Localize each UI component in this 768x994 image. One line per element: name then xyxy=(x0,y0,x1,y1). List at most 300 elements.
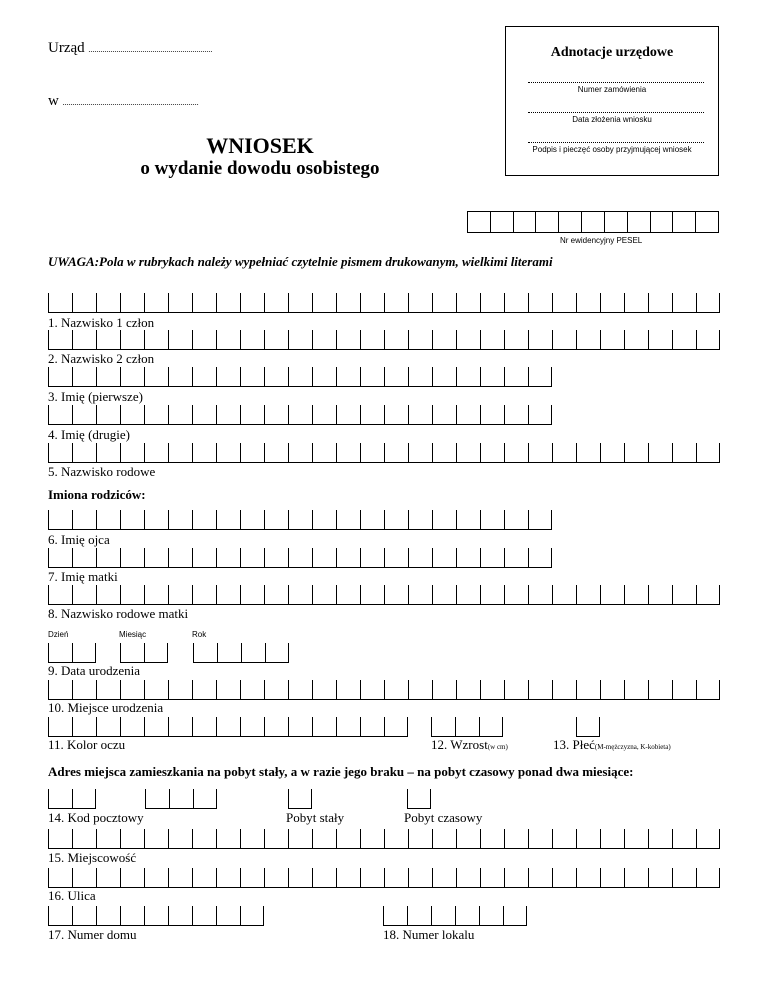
temporary-residence-checkbox[interactable] xyxy=(407,789,431,809)
grid-cell[interactable] xyxy=(455,717,480,737)
grid-cell[interactable] xyxy=(168,680,193,700)
grid-cell[interactable] xyxy=(168,585,193,605)
grid-cell[interactable] xyxy=(384,717,409,737)
grid-cell[interactable] xyxy=(216,906,241,926)
grid-cell[interactable] xyxy=(480,330,505,350)
submission-date-line[interactable] xyxy=(528,112,704,113)
grid-cell[interactable] xyxy=(456,330,481,350)
grid-cell[interactable] xyxy=(576,443,601,463)
grid-cell[interactable] xyxy=(456,868,481,888)
grid-cell[interactable] xyxy=(312,717,337,737)
grid-cell[interactable] xyxy=(72,585,97,605)
grid-cell[interactable] xyxy=(624,330,649,350)
grid-cell[interactable] xyxy=(145,789,170,809)
grid-cell[interactable] xyxy=(264,868,289,888)
grid-cell[interactable] xyxy=(624,868,649,888)
grid-cell[interactable] xyxy=(432,868,457,888)
grid-cell[interactable] xyxy=(120,510,145,530)
grid-cell[interactable] xyxy=(360,717,385,737)
grid-cell[interactable] xyxy=(168,330,193,350)
grid-cell[interactable] xyxy=(576,680,601,700)
grid-cell[interactable] xyxy=(48,868,73,888)
grid-cell[interactable] xyxy=(216,405,241,425)
grid-cell[interactable] xyxy=(672,680,697,700)
grid-cell[interactable] xyxy=(384,548,409,568)
grid-cell[interactable] xyxy=(264,443,289,463)
grid-cell[interactable] xyxy=(72,330,97,350)
grid-cell[interactable] xyxy=(576,585,601,605)
birth-month-input[interactable] xyxy=(120,643,168,663)
grid-cell[interactable] xyxy=(696,829,721,849)
grid-cell[interactable] xyxy=(168,717,193,737)
grid-cell[interactable] xyxy=(72,405,97,425)
eye-color-input[interactable] xyxy=(48,717,408,737)
grid-cell[interactable] xyxy=(336,717,361,737)
grid-cell[interactable] xyxy=(72,789,97,809)
grid-cell[interactable] xyxy=(408,443,433,463)
grid-cell[interactable] xyxy=(72,367,97,387)
grid-cell[interactable] xyxy=(504,330,529,350)
grid-cell[interactable] xyxy=(48,789,73,809)
grid-cell[interactable] xyxy=(144,367,169,387)
grid-cell[interactable] xyxy=(264,405,289,425)
grid-cell[interactable] xyxy=(72,906,97,926)
grid-cell[interactable] xyxy=(192,717,217,737)
grid-cell[interactable] xyxy=(169,789,194,809)
grid-cell[interactable] xyxy=(648,293,673,313)
grid-cell[interactable] xyxy=(456,585,481,605)
grid-cell[interactable] xyxy=(672,829,697,849)
grid-cell[interactable] xyxy=(264,548,289,568)
grid-cell[interactable] xyxy=(193,789,218,809)
grid-cell[interactable] xyxy=(48,510,73,530)
grid-cell[interactable] xyxy=(384,293,409,313)
grid-cell[interactable] xyxy=(600,293,625,313)
grid-cell[interactable] xyxy=(455,906,480,926)
grid-cell[interactable] xyxy=(240,717,265,737)
grid-cell[interactable] xyxy=(120,868,145,888)
grid-cell[interactable] xyxy=(696,330,721,350)
grid-cell[interactable] xyxy=(383,906,408,926)
grid-cell[interactable] xyxy=(480,680,505,700)
grid-cell[interactable] xyxy=(528,330,553,350)
grid-cell[interactable] xyxy=(648,868,673,888)
grid-cell[interactable] xyxy=(360,829,385,849)
grid-cell[interactable] xyxy=(216,717,241,737)
grid-cell[interactable] xyxy=(432,443,457,463)
grid-cell[interactable] xyxy=(96,405,121,425)
grid-cell[interactable] xyxy=(528,585,553,605)
postal-code-part1-input[interactable] xyxy=(48,789,96,809)
grid-cell[interactable] xyxy=(168,906,193,926)
grid-cell[interactable] xyxy=(408,548,433,568)
grid-cell[interactable] xyxy=(432,293,457,313)
grid-cell[interactable] xyxy=(600,330,625,350)
grid-cell[interactable] xyxy=(192,330,217,350)
grid-cell[interactable] xyxy=(528,548,553,568)
grid-cell[interactable] xyxy=(336,330,361,350)
grid-cell[interactable] xyxy=(48,829,73,849)
grid-cell[interactable] xyxy=(144,510,169,530)
grid-cell[interactable] xyxy=(336,443,361,463)
grid-cell[interactable] xyxy=(456,510,481,530)
grid-cell[interactable] xyxy=(408,680,433,700)
grid-cell[interactable] xyxy=(192,585,217,605)
grid-cell[interactable] xyxy=(264,330,289,350)
grid-cell[interactable] xyxy=(312,829,337,849)
grid-cell[interactable] xyxy=(217,643,242,663)
grid-cell[interactable] xyxy=(360,330,385,350)
grid-cell[interactable] xyxy=(265,643,290,663)
grid-cell[interactable] xyxy=(408,405,433,425)
mother-birth-surname-input[interactable] xyxy=(48,585,720,605)
grid-cell[interactable] xyxy=(504,829,529,849)
grid-cell[interactable] xyxy=(264,585,289,605)
grid-cell[interactable] xyxy=(480,510,505,530)
grid-cell[interactable] xyxy=(504,443,529,463)
grid-cell[interactable] xyxy=(216,868,241,888)
first-name-input[interactable] xyxy=(48,367,552,387)
height-input[interactable] xyxy=(431,717,503,737)
grid-cell[interactable] xyxy=(528,405,553,425)
grid-cell[interactable] xyxy=(192,367,217,387)
grid-cell[interactable] xyxy=(96,548,121,568)
grid-cell[interactable] xyxy=(504,367,529,387)
grid-cell[interactable] xyxy=(192,829,217,849)
grid-cell[interactable] xyxy=(552,330,577,350)
surname1-input[interactable] xyxy=(48,293,720,313)
grid-cell[interactable] xyxy=(144,643,169,663)
grid-cell[interactable] xyxy=(336,367,361,387)
grid-cell[interactable] xyxy=(216,443,241,463)
grid-cell[interactable] xyxy=(120,367,145,387)
grid-cell[interactable] xyxy=(552,443,577,463)
grid-cell[interactable] xyxy=(144,330,169,350)
grid-cell[interactable] xyxy=(360,367,385,387)
grid-cell[interactable] xyxy=(72,510,97,530)
grid-cell[interactable] xyxy=(144,829,169,849)
grid-cell[interactable] xyxy=(288,829,313,849)
grid-cell[interactable] xyxy=(360,585,385,605)
grid-cell[interactable] xyxy=(672,868,697,888)
grid-cell[interactable] xyxy=(288,405,313,425)
grid-cell[interactable] xyxy=(528,680,553,700)
grid-cell[interactable] xyxy=(456,367,481,387)
grid-cell[interactable] xyxy=(336,868,361,888)
grid-cell[interactable] xyxy=(48,548,73,568)
grid-cell[interactable] xyxy=(456,293,481,313)
grid-cell[interactable] xyxy=(479,906,504,926)
grid-cell[interactable] xyxy=(72,680,97,700)
grid-cell[interactable] xyxy=(528,443,553,463)
grid-cell[interactable] xyxy=(144,293,169,313)
grid-cell[interactable] xyxy=(504,868,529,888)
grid-cell[interactable] xyxy=(264,293,289,313)
grid-cell[interactable] xyxy=(240,868,265,888)
grid-cell[interactable] xyxy=(696,680,721,700)
grid-cell[interactable] xyxy=(312,330,337,350)
grid-cell[interactable] xyxy=(288,680,313,700)
grid-cell[interactable] xyxy=(528,868,553,888)
grid-cell[interactable] xyxy=(264,367,289,387)
grid-cell[interactable] xyxy=(192,443,217,463)
grid-cell[interactable] xyxy=(407,789,432,809)
grid-cell[interactable] xyxy=(336,510,361,530)
grid-cell[interactable] xyxy=(528,829,553,849)
grid-cell[interactable] xyxy=(528,367,553,387)
grid-cell[interactable] xyxy=(288,443,313,463)
grid-cell[interactable] xyxy=(120,443,145,463)
grid-cell[interactable] xyxy=(384,680,409,700)
grid-cell[interactable] xyxy=(192,293,217,313)
grid-cell[interactable] xyxy=(336,405,361,425)
order-number-line[interactable] xyxy=(528,82,704,83)
birth-place-input[interactable] xyxy=(48,680,720,700)
grid-cell[interactable] xyxy=(240,829,265,849)
grid-cell[interactable] xyxy=(288,717,313,737)
grid-cell[interactable] xyxy=(503,906,528,926)
grid-cell[interactable] xyxy=(456,680,481,700)
grid-cell[interactable] xyxy=(480,585,505,605)
grid-cell[interactable] xyxy=(120,330,145,350)
grid-cell[interactable] xyxy=(648,443,673,463)
grid-cell[interactable] xyxy=(168,367,193,387)
grid-cell[interactable] xyxy=(96,510,121,530)
grid-cell[interactable] xyxy=(120,643,145,663)
grid-cell[interactable] xyxy=(72,829,97,849)
grid-cell[interactable] xyxy=(288,510,313,530)
grid-cell[interactable] xyxy=(384,510,409,530)
grid-cell[interactable] xyxy=(48,367,73,387)
grid-cell[interactable] xyxy=(528,293,553,313)
grid-cell[interactable] xyxy=(144,405,169,425)
grid-cell[interactable] xyxy=(576,829,601,849)
grid-cell[interactable] xyxy=(192,405,217,425)
grid-cell[interactable] xyxy=(240,585,265,605)
grid-cell[interactable] xyxy=(240,367,265,387)
grid-cell[interactable] xyxy=(72,293,97,313)
grid-cell[interactable] xyxy=(552,680,577,700)
grid-cell[interactable] xyxy=(384,405,409,425)
grid-cell[interactable] xyxy=(312,293,337,313)
grid-cell[interactable] xyxy=(192,906,217,926)
grid-cell[interactable] xyxy=(144,906,169,926)
grid-cell[interactable] xyxy=(432,548,457,568)
grid-cell[interactable] xyxy=(288,585,313,605)
grid-cell[interactable] xyxy=(96,330,121,350)
grid-cell[interactable] xyxy=(648,330,673,350)
grid-cell[interactable] xyxy=(240,405,265,425)
grid-cell[interactable] xyxy=(480,829,505,849)
city-input[interactable] xyxy=(48,829,720,849)
grid-cell[interactable] xyxy=(120,405,145,425)
grid-cell[interactable] xyxy=(552,585,577,605)
grid-cell[interactable] xyxy=(96,443,121,463)
grid-cell[interactable] xyxy=(480,548,505,568)
grid-cell[interactable] xyxy=(193,643,218,663)
grid-cell[interactable] xyxy=(432,585,457,605)
grid-cell[interactable] xyxy=(241,643,266,663)
grid-cell[interactable] xyxy=(624,443,649,463)
grid-cell[interactable] xyxy=(48,717,73,737)
grid-cell[interactable] xyxy=(168,829,193,849)
grid-cell[interactable] xyxy=(96,680,121,700)
grid-cell[interactable] xyxy=(408,293,433,313)
grid-cell[interactable] xyxy=(504,548,529,568)
grid-cell[interactable] xyxy=(312,443,337,463)
grid-cell[interactable] xyxy=(120,585,145,605)
grid-cell[interactable] xyxy=(48,293,73,313)
grid-cell[interactable] xyxy=(672,293,697,313)
grid-cell[interactable] xyxy=(624,293,649,313)
grid-cell[interactable] xyxy=(384,868,409,888)
grid-cell[interactable] xyxy=(240,906,265,926)
grid-cell[interactable] xyxy=(96,717,121,737)
grid-cell[interactable] xyxy=(408,510,433,530)
grid-cell[interactable] xyxy=(48,906,73,926)
grid-cell[interactable] xyxy=(144,585,169,605)
grid-cell[interactable] xyxy=(144,548,169,568)
grid-cell[interactable] xyxy=(312,405,337,425)
grid-cell[interactable] xyxy=(96,906,121,926)
grid-cell[interactable] xyxy=(216,293,241,313)
grid-cell[interactable] xyxy=(408,829,433,849)
postal-code-part2-input[interactable] xyxy=(145,789,217,809)
grid-cell[interactable] xyxy=(408,330,433,350)
grid-cell[interactable] xyxy=(72,643,97,663)
signature-line[interactable] xyxy=(528,142,704,143)
grid-cell[interactable] xyxy=(672,585,697,605)
grid-cell[interactable] xyxy=(264,829,289,849)
grid-cell[interactable] xyxy=(312,868,337,888)
grid-cell[interactable] xyxy=(696,293,721,313)
grid-cell[interactable] xyxy=(288,367,313,387)
grid-cell[interactable] xyxy=(96,293,121,313)
grid-cell[interactable] xyxy=(240,548,265,568)
grid-cell[interactable] xyxy=(504,585,529,605)
grid-cell[interactable] xyxy=(72,443,97,463)
birth-year-input[interactable] xyxy=(193,643,289,663)
grid-cell[interactable] xyxy=(480,443,505,463)
grid-cell[interactable] xyxy=(600,680,625,700)
grid-cell[interactable] xyxy=(48,405,73,425)
grid-cell[interactable] xyxy=(312,680,337,700)
grid-cell[interactable] xyxy=(144,717,169,737)
office-dots[interactable]: .............................................................. xyxy=(88,45,213,54)
grid-cell[interactable] xyxy=(192,868,217,888)
father-name-input[interactable] xyxy=(48,510,552,530)
grid-cell[interactable] xyxy=(384,367,409,387)
grid-cell[interactable] xyxy=(336,585,361,605)
grid-cell[interactable] xyxy=(504,405,529,425)
grid-cell[interactable] xyxy=(96,868,121,888)
grid-cell[interactable] xyxy=(288,293,313,313)
grid-cell[interactable] xyxy=(336,548,361,568)
second-name-input[interactable] xyxy=(48,405,552,425)
sex-input[interactable] xyxy=(576,717,600,737)
grid-cell[interactable] xyxy=(192,510,217,530)
grid-cell[interactable] xyxy=(552,868,577,888)
grid-cell[interactable] xyxy=(600,829,625,849)
grid-cell[interactable] xyxy=(504,510,529,530)
grid-cell[interactable] xyxy=(144,868,169,888)
grid-cell[interactable] xyxy=(432,330,457,350)
grid-cell[interactable] xyxy=(384,330,409,350)
grid-cell[interactable] xyxy=(456,548,481,568)
grid-cell[interactable] xyxy=(360,293,385,313)
grid-cell[interactable] xyxy=(312,585,337,605)
grid-cell[interactable] xyxy=(408,868,433,888)
grid-cell[interactable] xyxy=(120,829,145,849)
grid-cell[interactable] xyxy=(648,585,673,605)
birth-day-input[interactable] xyxy=(48,643,96,663)
grid-cell[interactable] xyxy=(216,829,241,849)
grid-cell[interactable] xyxy=(120,548,145,568)
grid-cell[interactable] xyxy=(696,868,721,888)
grid-cell[interactable] xyxy=(216,548,241,568)
grid-cell[interactable] xyxy=(216,510,241,530)
grid-cell[interactable] xyxy=(480,367,505,387)
grid-cell[interactable] xyxy=(264,510,289,530)
pesel-input[interactable] xyxy=(467,211,719,233)
grid-cell[interactable] xyxy=(480,293,505,313)
grid-cell[interactable] xyxy=(384,443,409,463)
grid-cell[interactable] xyxy=(72,717,97,737)
grid-cell[interactable] xyxy=(360,510,385,530)
grid-cell[interactable] xyxy=(504,680,529,700)
grid-cell[interactable] xyxy=(240,510,265,530)
grid-cell[interactable] xyxy=(480,868,505,888)
grid-cell[interactable] xyxy=(624,680,649,700)
street-input[interactable] xyxy=(48,868,720,888)
grid-cell[interactable] xyxy=(552,829,577,849)
grid-cell[interactable] xyxy=(48,680,73,700)
grid-cell[interactable] xyxy=(624,585,649,605)
grid-cell[interactable] xyxy=(168,548,193,568)
grid-cell[interactable] xyxy=(96,585,121,605)
grid-cell[interactable] xyxy=(72,868,97,888)
grid-cell[interactable] xyxy=(288,789,313,809)
grid-cell[interactable] xyxy=(240,293,265,313)
surname2-input[interactable] xyxy=(48,330,720,350)
grid-cell[interactable] xyxy=(479,717,504,737)
grid-cell[interactable] xyxy=(312,548,337,568)
grid-cell[interactable] xyxy=(576,717,601,737)
grid-cell[interactable] xyxy=(240,330,265,350)
grid-cell[interactable] xyxy=(216,330,241,350)
grid-cell[interactable] xyxy=(576,330,601,350)
grid-cell[interactable] xyxy=(168,443,193,463)
grid-cell[interactable] xyxy=(600,443,625,463)
grid-cell[interactable] xyxy=(360,443,385,463)
grid-cell[interactable] xyxy=(120,906,145,926)
grid-cell[interactable] xyxy=(456,405,481,425)
apartment-number-input[interactable] xyxy=(383,906,527,926)
grid-cell[interactable] xyxy=(72,548,97,568)
grid-cell[interactable] xyxy=(216,367,241,387)
grid-cell[interactable] xyxy=(408,367,433,387)
grid-cell[interactable] xyxy=(168,405,193,425)
grid-cell[interactable] xyxy=(312,510,337,530)
grid-cell[interactable] xyxy=(408,585,433,605)
grid-cell[interactable] xyxy=(168,510,193,530)
grid-cell[interactable] xyxy=(696,585,721,605)
grid-cell[interactable] xyxy=(144,680,169,700)
grid-cell[interactable] xyxy=(192,548,217,568)
grid-cell[interactable] xyxy=(431,906,456,926)
location-dots[interactable]: .................................................................... xyxy=(62,98,199,107)
grid-cell[interactable] xyxy=(600,868,625,888)
